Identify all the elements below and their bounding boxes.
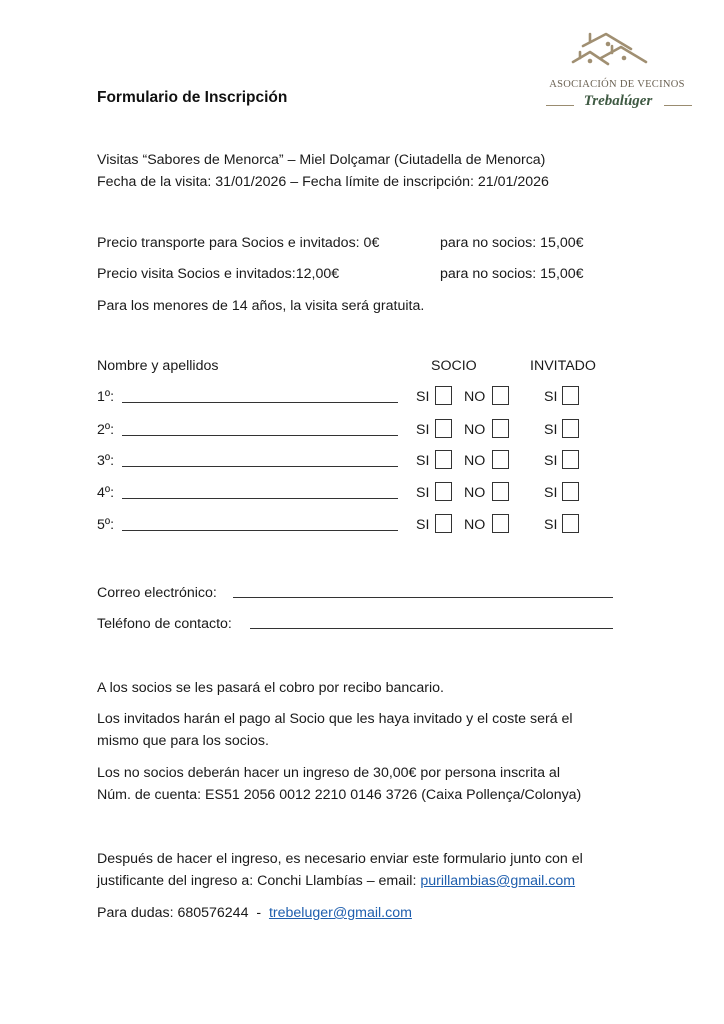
- invitado-si-checkbox[interactable]: [562, 482, 579, 501]
- attendee-name-field[interactable]: [122, 530, 398, 531]
- socio-no-label: NO: [464, 517, 486, 533]
- payment-guests-note-line1: Los invitados harán el pago al Socio que les haya invitado y el coste será el: [97, 711, 573, 727]
- visit-title: Visitas “Sabores de Menorca” – Miel Dolçamar (Ciutadella de Menorca): [97, 152, 546, 168]
- invitado-si-label: SI: [544, 453, 558, 469]
- socio-si-checkbox[interactable]: [435, 450, 452, 469]
- email-field[interactable]: [233, 597, 613, 598]
- attendee-name-field[interactable]: [122, 435, 398, 436]
- submit-instructions-line1: Después de hacer el ingreso, es necesario enviar este formulario junto con el: [97, 851, 583, 867]
- socio-no-checkbox[interactable]: [492, 386, 509, 405]
- socio-si-checkbox[interactable]: [435, 482, 452, 501]
- socio-si-label: SI: [416, 422, 430, 438]
- socio-si-checkbox[interactable]: [435, 514, 452, 533]
- attendee-number: 2º:: [97, 422, 115, 438]
- invitado-si-label: SI: [544, 485, 558, 501]
- visit-dates: Fecha de la visita: 31/01/2026 – Fecha límite de inscripción: 21/01/2026: [97, 174, 549, 190]
- phone-label: Teléfono de contacto:: [97, 616, 232, 632]
- socio-si-label: SI: [416, 389, 430, 405]
- socio-no-checkbox[interactable]: [492, 482, 509, 501]
- email-label: Correo electrónico:: [97, 585, 217, 601]
- attendee-number: 4º:: [97, 485, 115, 501]
- invitado-si-checkbox[interactable]: [562, 514, 579, 533]
- logo-divider-right: [664, 105, 692, 106]
- page-title: Formulario de Inscripción: [97, 89, 288, 106]
- header-socio: SOCIO: [431, 358, 477, 374]
- socio-si-checkbox[interactable]: [435, 386, 452, 405]
- socio-si-label: SI: [416, 517, 430, 533]
- socio-no-checkbox[interactable]: [492, 419, 509, 438]
- invitado-si-label: SI: [544, 517, 558, 533]
- invitado-si-label: SI: [544, 422, 558, 438]
- transport-price: Precio transporte para Socios e invitados: 0€: [97, 235, 380, 251]
- invitado-si-checkbox[interactable]: [562, 450, 579, 469]
- attendee-number: 5º:: [97, 517, 115, 533]
- socio-no-label: NO: [464, 389, 486, 405]
- header-name: Nombre y apellidos: [97, 358, 219, 374]
- socio-no-checkbox[interactable]: [492, 514, 509, 533]
- payment-nonmembers-note-line1: Los no socios deberán hacer un ingreso de 30,00€ por persona inscrita al: [97, 765, 560, 781]
- socio-si-label: SI: [416, 485, 430, 501]
- bank-account: Núm. de cuenta: ES51 2056 0012 2210 0146 3726 (Caixa Pollença/Colonya): [97, 787, 582, 803]
- attendee-number: 3º:: [97, 453, 115, 469]
- socio-si-label: SI: [416, 453, 430, 469]
- socio-si-checkbox[interactable]: [435, 419, 452, 438]
- contact-email-link[interactable]: purillambias@gmail.com: [420, 873, 576, 889]
- houses-roofs-icon: [528, 22, 708, 78]
- submit-contact-text: justificante del ingreso a: Conchi Llambías – email:: [97, 873, 421, 889]
- header-invitado: INVITADO: [530, 358, 596, 374]
- socio-no-label: NO: [464, 422, 486, 438]
- minors-note: Para los menores de 14 años, la visita será gratuita.: [97, 298, 425, 314]
- doubts-line: [97, 904, 412, 922]
- submit-instructions-line2: [97, 872, 575, 890]
- attendee-name-field[interactable]: [122, 466, 398, 467]
- attendee-name-field[interactable]: [122, 402, 398, 403]
- payment-guests-note-line2: mismo que para los socios.: [97, 733, 269, 749]
- transport-price-non-members: para no socios: 15,00€: [440, 235, 584, 251]
- doubts-phone: Para dudas: 680576244 -: [97, 905, 269, 921]
- socio-no-label: NO: [464, 453, 486, 469]
- invitado-si-checkbox[interactable]: [562, 419, 579, 438]
- invitado-si-label: SI: [544, 389, 558, 405]
- visit-price: Precio visita Socios e invitados:12,00€: [97, 266, 340, 282]
- logo-org-name: ASOCIACIÓN DE VECINOS: [549, 79, 685, 90]
- phone-field[interactable]: [250, 628, 613, 629]
- payment-members-note: A los socios se les pasará el cobro por recibo bancario.: [97, 680, 444, 696]
- visit-price-non-members: para no socios: 15,00€: [440, 266, 584, 282]
- attendee-name-field[interactable]: [122, 498, 398, 499]
- socio-no-label: NO: [464, 485, 486, 501]
- association-logo: [528, 22, 708, 122]
- attendee-number: 1º:: [97, 389, 115, 405]
- invitado-si-checkbox[interactable]: [562, 386, 579, 405]
- logo-org-script: Trebalúger: [583, 93, 653, 109]
- socio-no-checkbox[interactable]: [492, 450, 509, 469]
- doubts-email-link[interactable]: trebeluger@gmail.com: [268, 905, 412, 921]
